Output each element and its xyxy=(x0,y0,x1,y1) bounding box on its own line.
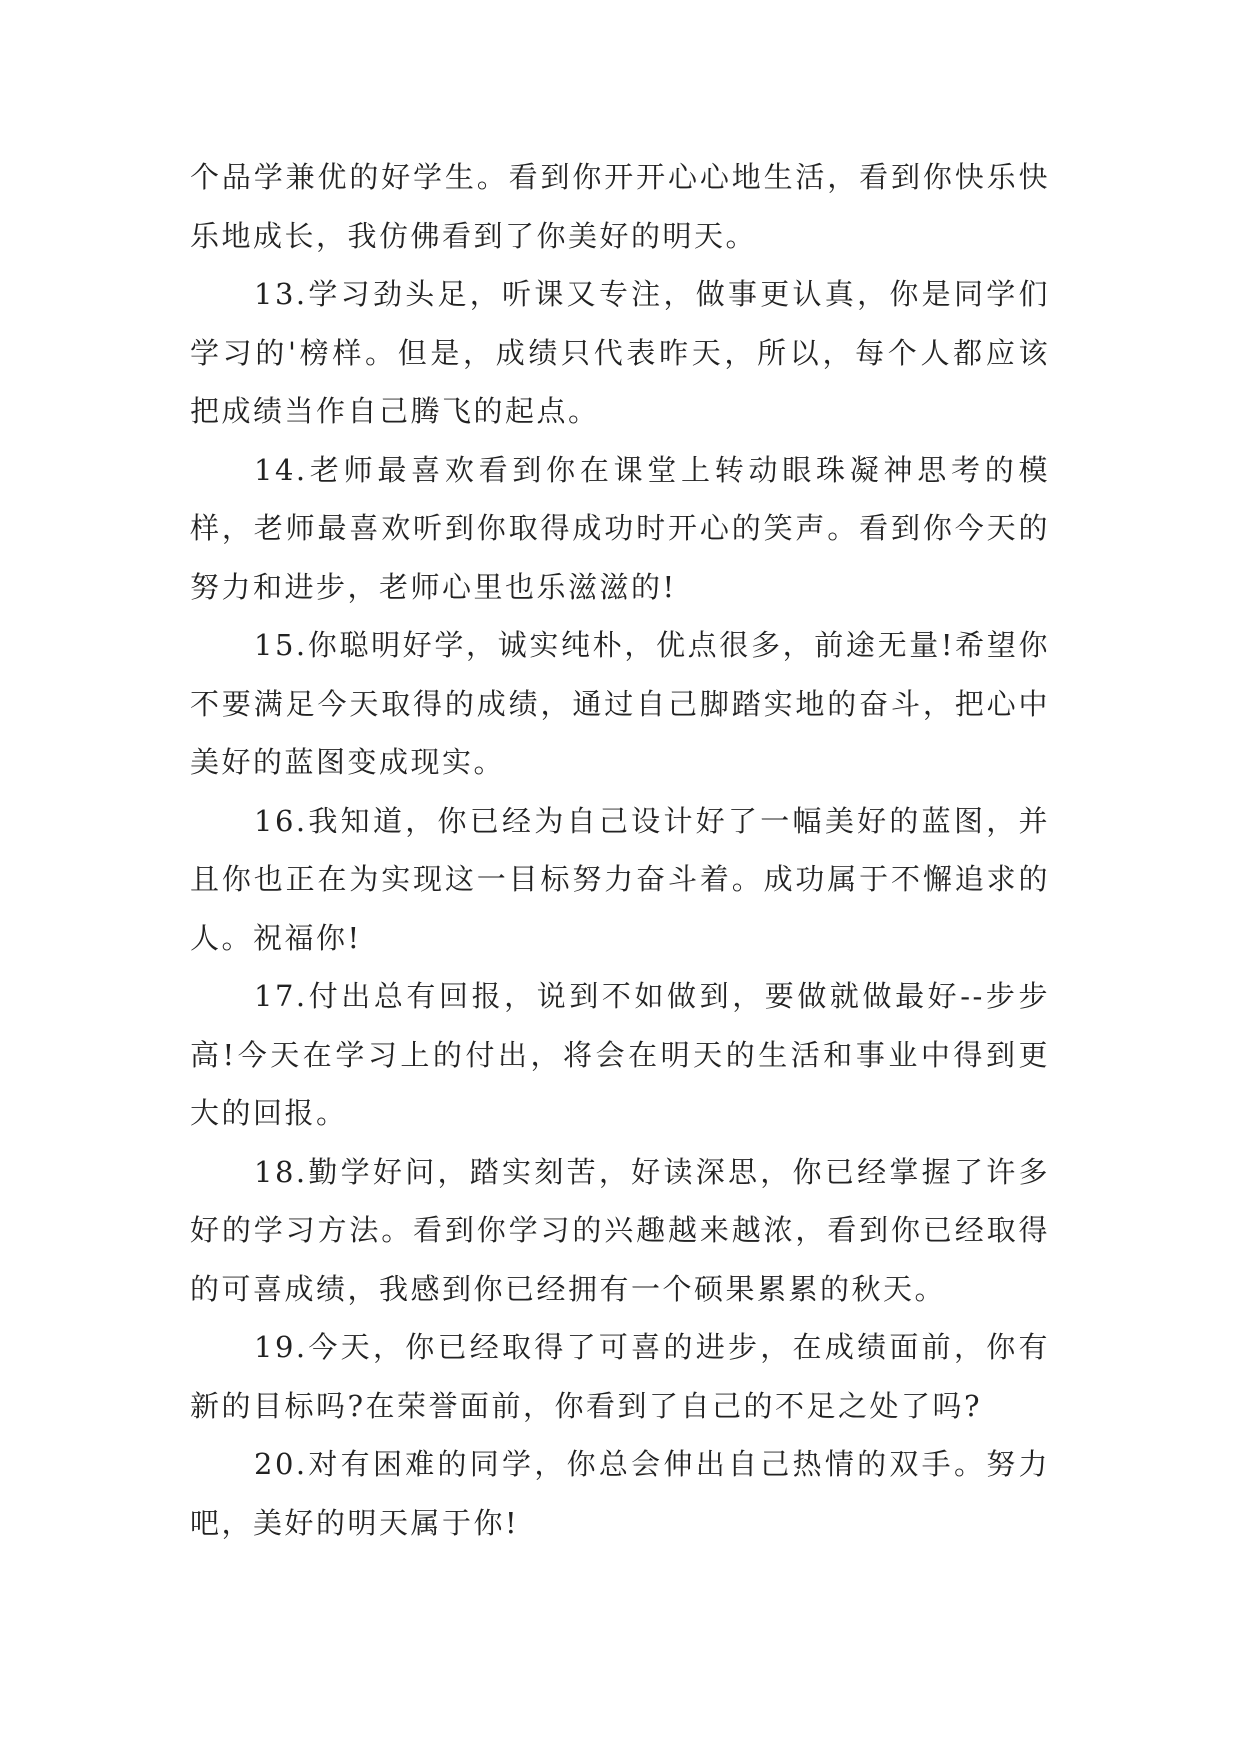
paragraph-16: 16.我知道，你已经为自己设计好了一幅美好的蓝图，并且你也正在为实现这一目标努力奋斗着。成功属于不懈追求的人。祝福你! xyxy=(190,803,1050,955)
paragraph-19: 19.今天，你已经取得了可喜的进步，在成绩面前，你有新的目标吗?在荣誉面前，你看到了自己的不足之处了吗? xyxy=(190,1330,1050,1423)
paragraph-18: 18.勤学好问，踏实刻苦，好读深思，你已经掌握了许多好的学习方法。看到你学习的兴趣越来越浓，看到你已经取得的可喜成绩，我感到你已经拥有一个硕果累累的秋天。 xyxy=(190,1154,1050,1306)
paragraph-17: 17.付出总有回报，说到不如做到，要做就做最好--步步高!今天在学习上的付出，将会在明天的生活和事业中得到更大的回报。 xyxy=(190,979,1050,1130)
paragraph-continued: 个品学兼优的好学生。看到你开开心心地生活，看到你快乐快乐地成长，我仿佛看到了你美好的明天。 xyxy=(190,160,1050,253)
paragraph-14: 14.老师最喜欢看到你在课堂上转动眼珠凝神思考的模样，老师最喜欢听到你取得成功时开心的笑声。看到你今天的努力和进步，老师心里也乐滋滋的! xyxy=(190,452,1050,604)
paragraph-20: 20.对有困难的同学，你总会伸出自己热情的双手。努力吧，美好的明天属于你! xyxy=(190,1447,1050,1540)
document-body xyxy=(190,148,1050,1552)
paragraph-15: 15.你聪明好学，诚实纯朴，优点很多，前途无量!希望你不要满足今天取得的成绩，通过自己脚踏实地的奋斗，把心中美好的蓝图变成现实。 xyxy=(190,628,1050,779)
paragraph-13: 13.学习劲头足，听课又专注，做事更认真，你是同学们学习的'榜样。但是，成绩只代表昨天，所以，每个人都应该把成绩当作自己腾飞的起点。 xyxy=(190,277,1050,428)
